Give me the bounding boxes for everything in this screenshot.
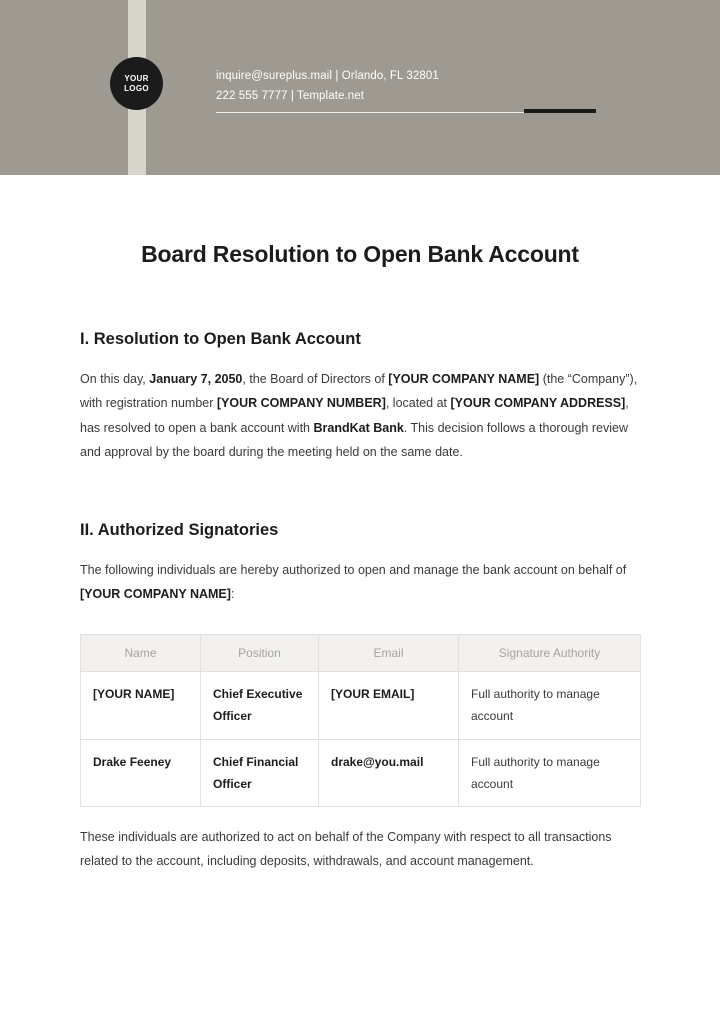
intro-company-name: [YOUR COMPANY NAME] <box>80 586 231 601</box>
section-heading-resolution: I. Resolution to Open Bank Account <box>80 330 361 348</box>
table-row <box>81 739 641 806</box>
logo-line-1: YOUR <box>124 74 149 84</box>
res-text-6: . This decision follows a thorough review and approval by the board during the meeting held on the same date. <box>80 420 628 460</box>
table-header-row <box>81 635 641 672</box>
signatories-intro <box>80 558 640 607</box>
column-header-position: Position <box>201 635 319 672</box>
cell-name: [YOUR NAME] <box>81 672 201 739</box>
column-header-signature-authority: Signature Authority <box>459 635 641 672</box>
company-logo <box>110 57 163 110</box>
cell-authority: Full authority to manage account <box>459 739 641 806</box>
res-company-number: [YOUR COMPANY NUMBER] <box>216 396 386 411</box>
column-header-email: Email <box>319 635 459 672</box>
signatories-closing-paragraph: These individuals are authorized to act on behalf of the Company with respect to all transactions related to the account, including deposits, withdrawals, and account management. <box>80 830 612 869</box>
cell-position: Chief Executive Officer <box>201 672 319 739</box>
res-text-3: (the “Company”), with registration number <box>80 372 638 411</box>
intro-text-1: The following individuals are hereby authorized to open and manage the bank account on behalf of <box>80 562 627 577</box>
res-date: January 7, 2050 <box>149 372 243 386</box>
res-company-address: [YOUR COMPANY ADDRESS] <box>450 396 626 411</box>
document-body <box>0 241 720 874</box>
document-header <box>0 0 720 175</box>
res-text-4: , located at <box>385 396 451 411</box>
res-text-2: , the Board of Directors of <box>242 372 389 386</box>
res-text-5: , has resolved to open a bank account with <box>80 396 629 435</box>
section-heading-signatories: II. Authorized Signatories <box>80 520 279 539</box>
contact-line-email-address: inquire@sureplus.mail | Orlando, FL 32801 <box>216 70 439 82</box>
cell-email: [YOUR EMAIL] <box>319 672 459 739</box>
res-company-name: [YOUR COMPANY NAME] <box>388 372 540 386</box>
cell-email: drake@you.mail <box>319 739 459 806</box>
table-row <box>81 672 641 739</box>
page-title: Board Resolution to Open Bank Account <box>141 241 579 267</box>
header-divider-accent <box>524 109 596 113</box>
intro-text-2: : <box>230 586 235 601</box>
resolution-paragraph <box>80 367 640 465</box>
res-text-1: On this day, <box>80 372 150 386</box>
cell-authority: Full authority to manage account <box>459 672 641 739</box>
cell-position: Chief Financial Officer <box>201 739 319 806</box>
column-header-name: Name <box>81 635 201 672</box>
res-bank-name: BrandKat Bank <box>313 420 404 435</box>
cell-name: Drake Feeney <box>81 739 201 806</box>
logo-line-2: LOGO <box>124 83 149 93</box>
contact-line-phone-website: 222 555 7777 | Template.net <box>216 90 365 103</box>
signatories-table <box>80 634 641 807</box>
header-contact-block <box>216 66 439 106</box>
